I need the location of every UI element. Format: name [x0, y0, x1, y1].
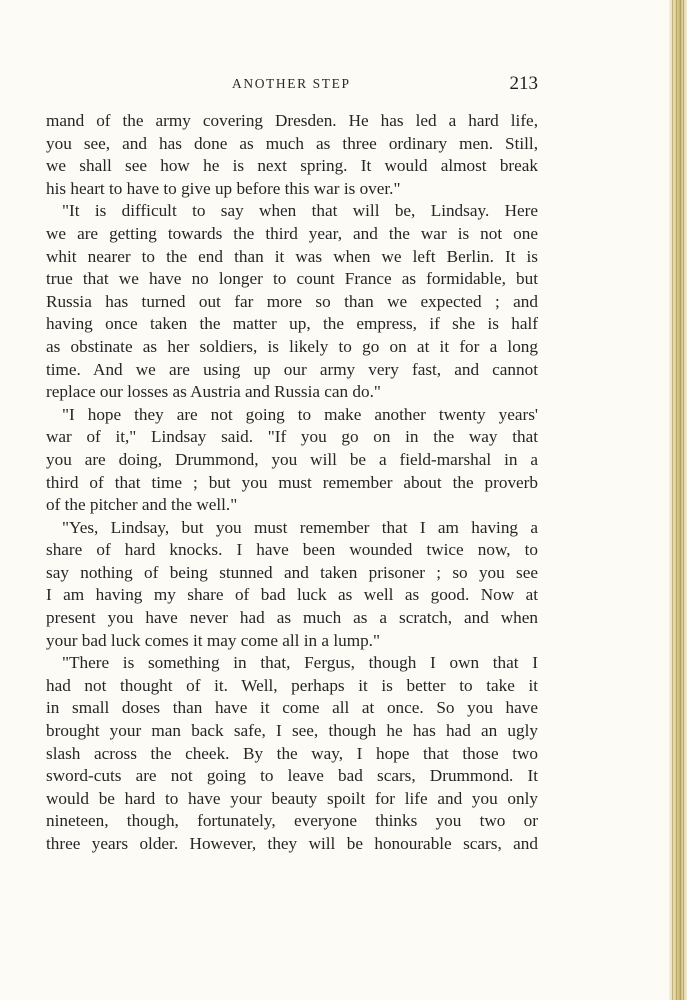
text-line: sword-cuts are not going to leave bad scars, Drummond. It — [46, 766, 538, 786]
text-line: as obstinate as her soldiers, is likely to go on at it for a long — [46, 336, 538, 356]
text-line: third of that time ; but you must remember about the proverb — [46, 472, 538, 492]
text-line: war of it," Lindsay said. "If you go on in the way that — [46, 427, 538, 447]
text-line: his heart to have to give up before this war is over." — [46, 178, 401, 198]
text-line: Russia has turned out far more so than we expected ; and — [46, 291, 538, 311]
page-number: 213 — [509, 73, 538, 94]
text-line: slash across the cheek. By the way, I hope that those two — [46, 743, 538, 763]
text-line: true that we have no longer to count France as formidable, but — [46, 269, 538, 289]
text-line: mand of the army covering Dresden. He has led a hard life, — [46, 111, 538, 130]
text-line: we shall see how he is next spring. It would almost break — [46, 156, 538, 176]
text-line: would be hard to have your beauty spoilt for life and you only — [46, 788, 538, 808]
page-header — [46, 73, 538, 97]
text-line: had not thought of it. Well, perhaps it is better to take it — [46, 675, 538, 695]
text-line: I am having my share of bad luck as well as good. Now at — [46, 585, 538, 605]
text-line: your bad luck comes it may come all in a lump." — [46, 630, 380, 650]
running-head: ANOTHER STEP — [232, 76, 351, 91]
text-line: having once taken the matter up, the empress, if she is half — [46, 314, 538, 334]
page-edge-line — [676, 0, 677, 1000]
text-line: replace our losses as Austria and Russia can do." — [46, 382, 381, 402]
text-line: we are getting towards the third year, and the war is not one — [46, 223, 538, 243]
text-line: nineteen, though, fortunately, everyone thinks you two or — [46, 811, 538, 831]
text-line: "I hope they are not going to make another twenty years' — [62, 404, 538, 424]
body-text — [46, 110, 538, 856]
text-line: of the pitcher and the well." — [46, 495, 238, 515]
page-edge-line — [672, 0, 673, 1000]
text-line: brought your man back safe, I see, though he has had an ugly — [46, 721, 538, 741]
text-line: you see, and has done as much as three ordinary men. Still, — [46, 133, 538, 153]
text-line: "Yes, Lindsay, but you must remember that I am having a — [62, 517, 538, 537]
text-line: share of hard knocks. I have been wounded twice now, to — [46, 540, 538, 560]
page-edge — [669, 0, 687, 1000]
text-line: in small doses than have it come all at once. So you have — [46, 698, 538, 718]
text-line: "There is something in that, Fergus, though I own that I — [62, 653, 538, 673]
page-edge-line — [680, 0, 681, 1000]
text-line: say nothing of being stunned and taken prisoner ; so you see — [46, 562, 538, 582]
text-line: "It is difficult to say when that will be, Lindsay. Here — [62, 201, 538, 221]
text-line: three years older. However, they will be honourable scars, and — [46, 834, 538, 853]
text-line: you are doing, Drummond, you will be a field-marshal in a — [46, 449, 538, 469]
text-line: whit nearer to the end than it was when we left Berlin. It is — [46, 246, 538, 266]
text-line: present you have never had as much as a scratch, and when — [46, 608, 538, 628]
text-line: time. And we are using up our army very fast, and cannot — [46, 359, 538, 379]
page-edge-line — [683, 0, 684, 1000]
